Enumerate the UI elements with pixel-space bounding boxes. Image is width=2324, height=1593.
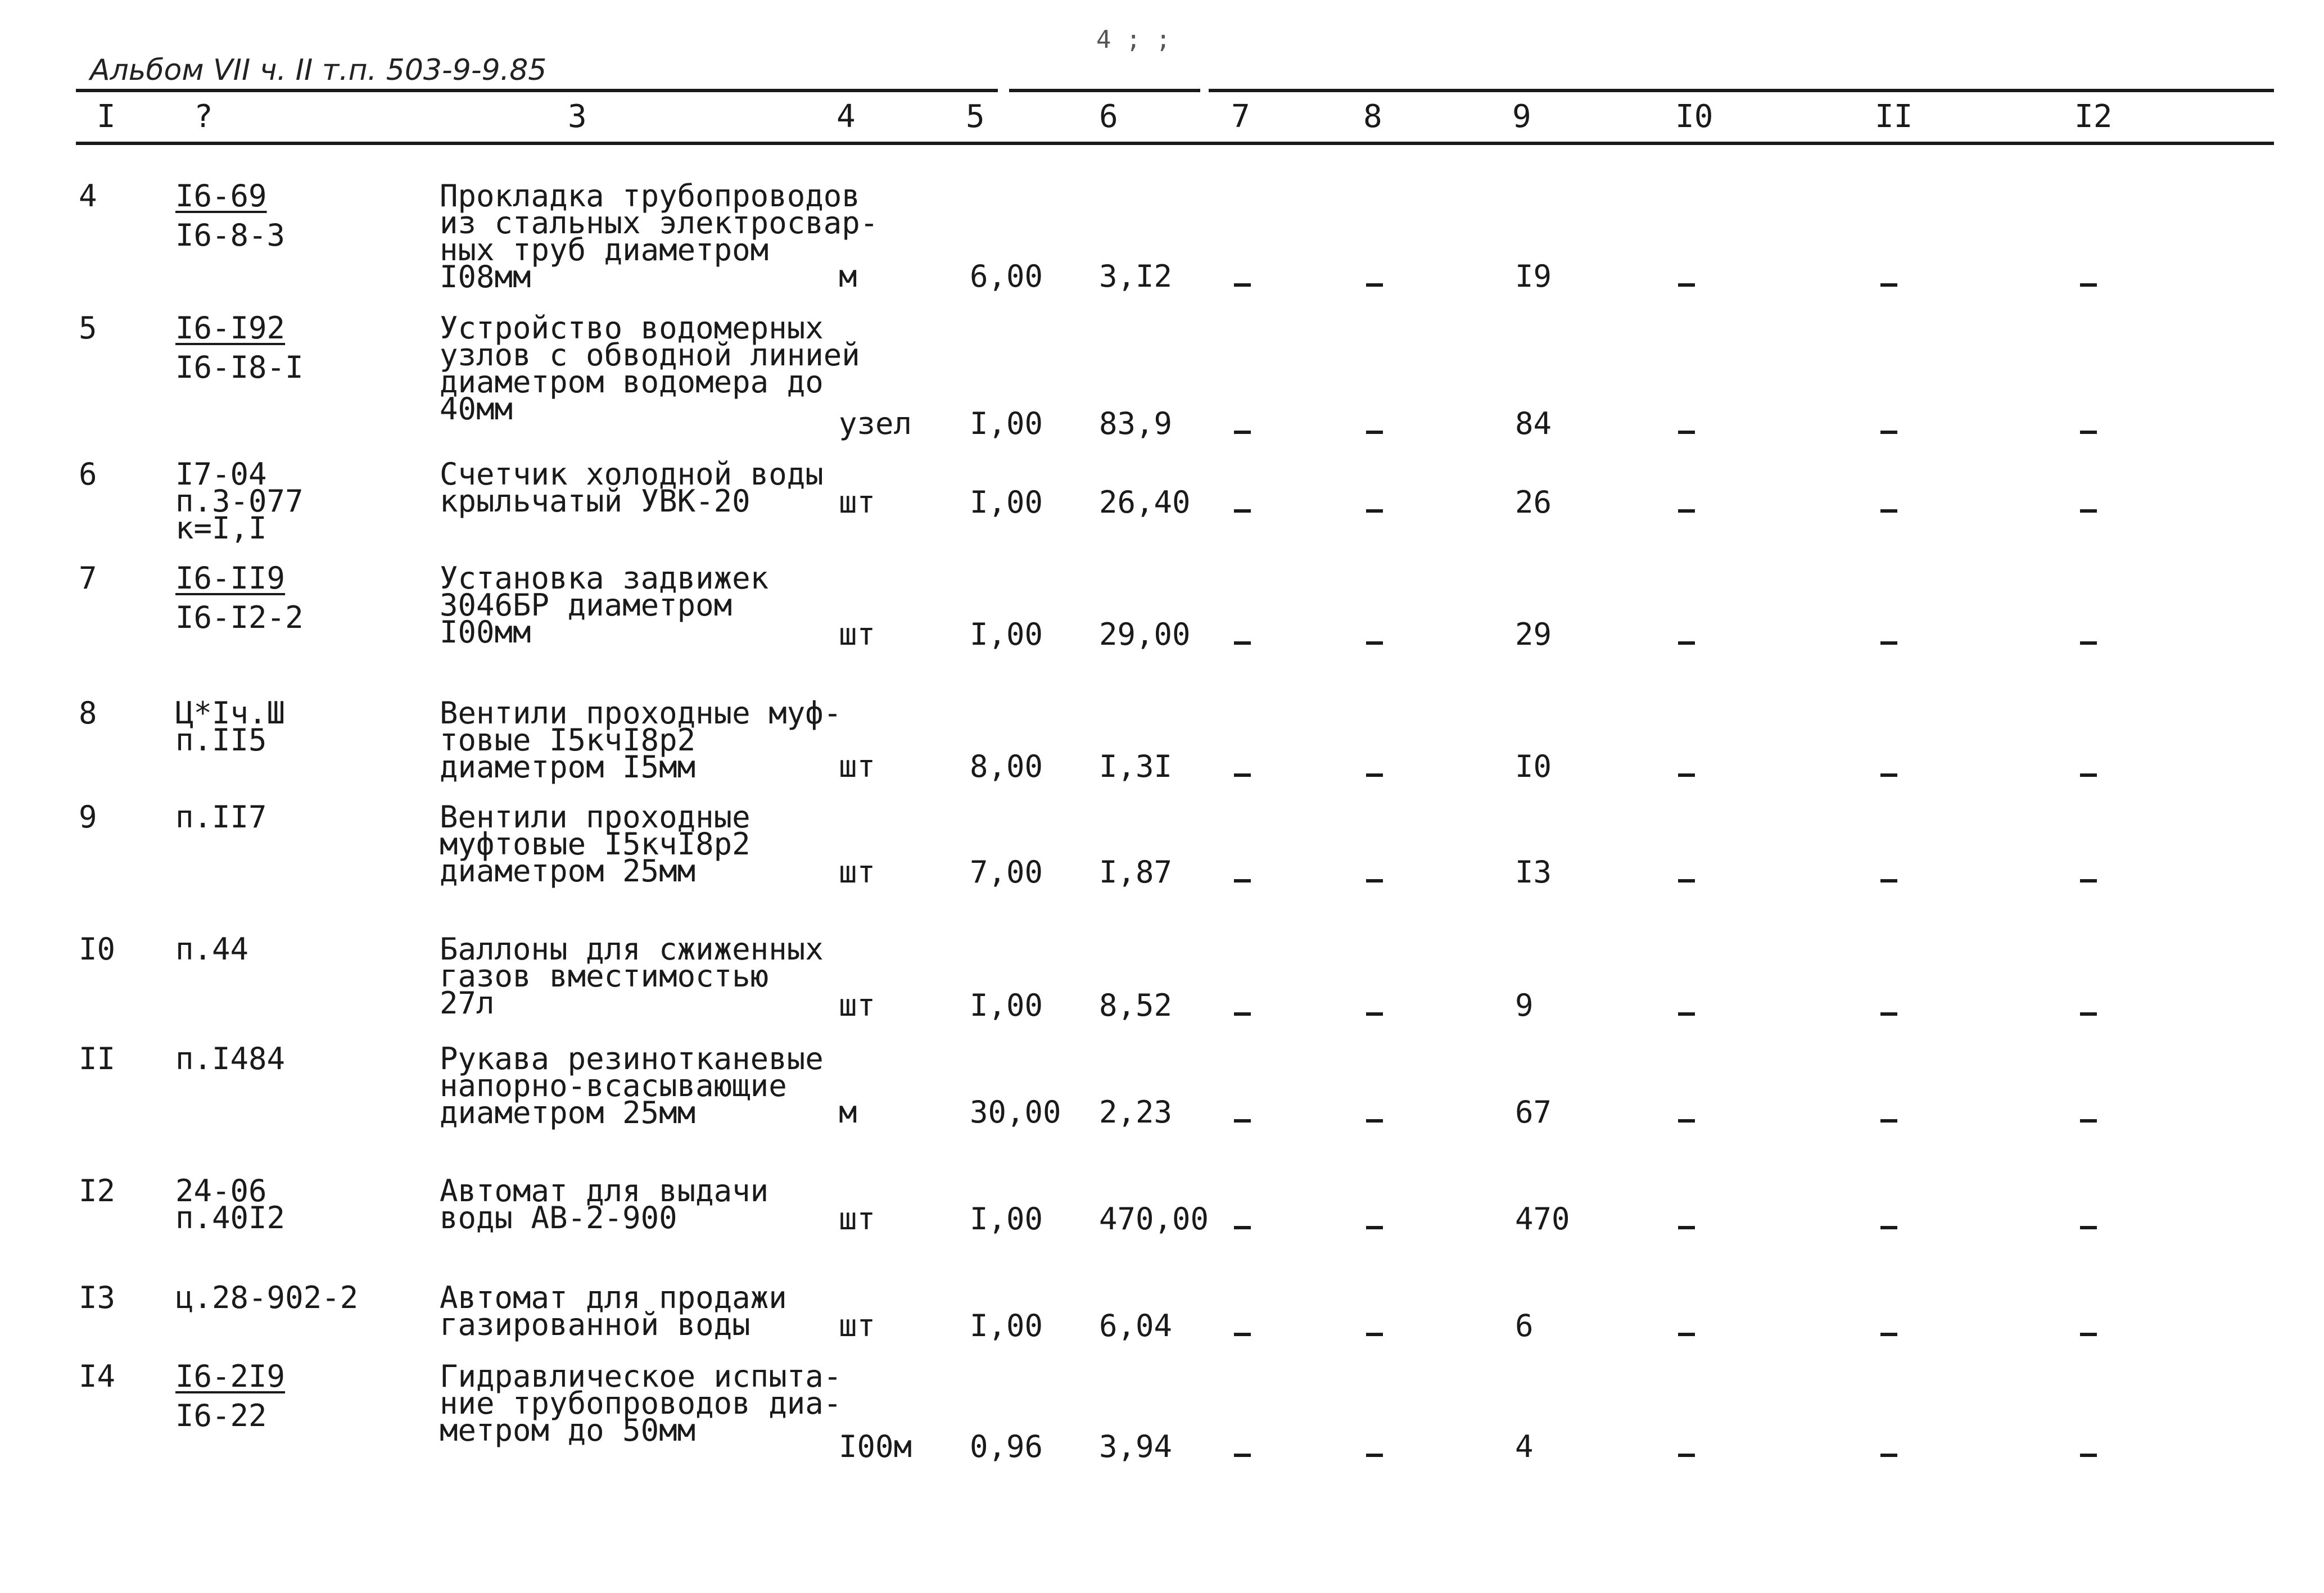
work-description	[440, 1173, 769, 1236]
quantity: 8,00	[970, 749, 1043, 784]
empty-dash	[1678, 859, 1695, 886]
column-header-10: I0	[1675, 98, 1713, 135]
work-description	[440, 799, 750, 889]
empty-dash	[1678, 410, 1695, 437]
dash-mark	[1366, 641, 1383, 645]
work-description	[440, 1359, 842, 1448]
description-line: диаметром 25мм	[440, 1095, 696, 1130]
description-line: Автомат для продажи	[440, 1280, 787, 1315]
norm-code	[175, 310, 308, 385]
dash-mark	[2080, 1012, 2097, 1016]
norm-code-line: I6-I92	[175, 310, 286, 346]
unit-of-measure: м	[839, 1094, 857, 1130]
column-header-9: 9	[1512, 98, 1531, 135]
quantity: I,00	[970, 1201, 1043, 1237]
total-cost: 6	[1515, 1308, 1534, 1343]
norm-code-line: п.40I2	[175, 1200, 286, 1236]
empty-dash	[1366, 1433, 1383, 1460]
empty-dash	[1234, 263, 1251, 290]
description-line: диаметром водомера до	[440, 364, 824, 400]
dash-mark	[1678, 1119, 1695, 1123]
empty-dash	[1366, 410, 1383, 437]
column-header-1: I	[97, 98, 116, 135]
dash-mark	[1366, 1226, 1383, 1229]
norm-code	[175, 799, 267, 835]
norm-code	[175, 1280, 359, 1315]
unit-of-measure: шт	[839, 617, 876, 652]
dash-mark	[1366, 283, 1383, 287]
work-description	[440, 1280, 787, 1342]
dash-mark	[2080, 1333, 2097, 1336]
empty-dash	[1678, 621, 1695, 648]
unit-price: 470,00	[1099, 1201, 1209, 1237]
row-index: I0	[79, 931, 116, 967]
norm-code	[175, 695, 286, 758]
empty-dash	[1678, 1099, 1695, 1126]
norm-code-line: п.44	[175, 931, 249, 967]
total-cost: 29	[1515, 617, 1552, 652]
description-line: из стальных электросвар-	[440, 205, 879, 241]
empty-dash	[2080, 489, 2097, 516]
dash-mark	[1366, 1012, 1383, 1016]
norm-code	[175, 1041, 286, 1076]
unit-price: 8,52	[1099, 988, 1173, 1023]
work-description	[440, 1041, 824, 1130]
dash-mark	[1880, 641, 1897, 645]
unit-price: 2,23	[1099, 1094, 1173, 1130]
description-line: Гидравлическое испыта-	[440, 1359, 842, 1394]
column-header-2: ?	[194, 98, 213, 135]
dash-mark	[1234, 879, 1251, 883]
empty-dash	[1366, 859, 1383, 886]
empty-dash	[1678, 1433, 1695, 1460]
unit-of-measure: I00м	[839, 1429, 912, 1464]
description-line: крыльчатый УВК-20	[440, 483, 750, 519]
dash-mark	[1678, 509, 1695, 513]
description-line: Вентили проходные	[440, 799, 750, 835]
empty-dash	[1366, 263, 1383, 290]
dash-mark	[2080, 1226, 2097, 1229]
description-line: I00мм	[440, 614, 531, 650]
dash-mark	[1678, 1226, 1695, 1229]
unit-price: I,87	[1099, 854, 1173, 890]
empty-dash	[2080, 753, 2097, 780]
norm-code-line: 24-06	[175, 1173, 267, 1209]
dash-mark	[1678, 283, 1695, 287]
dash-mark	[1678, 431, 1695, 434]
empty-dash	[1366, 1099, 1383, 1126]
norm-code-line: к=I,I	[175, 510, 267, 546]
description-line: метром до 50мм	[440, 1413, 696, 1448]
dash-mark	[2080, 641, 2097, 645]
row-index: 7	[79, 560, 97, 596]
empty-dash	[1678, 263, 1695, 290]
norm-code	[175, 456, 304, 546]
description-line: воды АВ-2-900	[440, 1200, 677, 1236]
dash-mark	[1234, 1012, 1251, 1016]
row-index: I2	[79, 1173, 116, 1209]
empty-dash	[1880, 1433, 1897, 1460]
dash-mark	[1880, 879, 1897, 883]
work-description	[440, 456, 824, 519]
empty-dash	[1880, 1206, 1897, 1233]
unit-price: I,3I	[1099, 749, 1173, 784]
dash-mark	[2080, 509, 2097, 513]
description-line: узлов с обводной линией	[440, 337, 860, 373]
unit-of-measure: м	[839, 259, 857, 294]
empty-dash	[1234, 1313, 1251, 1339]
unit-of-measure: шт	[839, 1308, 876, 1343]
empty-dash	[1880, 753, 1897, 780]
dash-mark	[1234, 431, 1251, 434]
quantity: 0,96	[970, 1429, 1043, 1464]
empty-dash	[1880, 621, 1897, 648]
dash-mark	[2080, 431, 2097, 434]
description-line: Устройство водомерных	[440, 310, 824, 346]
column-header-7: 7	[1231, 98, 1250, 135]
dash-mark	[1880, 1333, 1897, 1336]
description-line: Автомат для выдачи	[440, 1173, 769, 1209]
unit-of-measure: шт	[839, 749, 876, 784]
description-line: диаметром 25мм	[440, 853, 696, 889]
dash-mark	[1880, 1454, 1897, 1457]
empty-dash	[1880, 992, 1897, 1019]
unit-price: 6,04	[1099, 1308, 1173, 1343]
row-index: 4	[79, 178, 97, 214]
album-reference: Альбом VII ч. II т.п. 503-9-9.85	[90, 53, 547, 87]
empty-dash	[1234, 621, 1251, 648]
dash-mark	[2080, 1454, 2097, 1457]
description-line: диаметром I5мм	[440, 749, 696, 785]
work-description	[440, 178, 879, 295]
dash-mark	[1880, 1012, 1897, 1016]
description-line: Рукава резинотканевые	[440, 1041, 824, 1076]
row-index: 8	[79, 695, 97, 731]
total-cost: I9	[1515, 259, 1552, 294]
column-header-12: I2	[2074, 98, 2113, 135]
empty-dash	[1678, 489, 1695, 516]
norm-code-line: п.3-077	[175, 483, 304, 519]
quantity: 30,00	[970, 1094, 1061, 1130]
norm-code-line: I6-II9	[175, 560, 286, 596]
unit-price: 83,9	[1099, 406, 1173, 441]
work-description	[440, 310, 860, 427]
description-line: I08мм	[440, 259, 531, 295]
description-line: ных труб диаметром	[440, 232, 769, 268]
empty-dash	[1234, 489, 1251, 516]
description-line: ние трубопроводов диа-	[440, 1386, 842, 1421]
dash-mark	[2080, 879, 2097, 883]
empty-dash	[2080, 1206, 2097, 1233]
norm-code-line: I7-04	[175, 456, 267, 492]
column-header-8: 8	[1363, 98, 1382, 135]
unit-of-measure: шт	[839, 854, 876, 890]
norm-code-line: I6-69	[175, 178, 267, 214]
norm-code	[175, 1359, 308, 1433]
row-index: I4	[79, 1359, 116, 1394]
total-cost: 4	[1515, 1429, 1534, 1464]
description-line: 40мм	[440, 391, 513, 427]
empty-dash	[1234, 753, 1251, 780]
quantity: 6,00	[970, 259, 1043, 294]
total-cost: 9	[1515, 988, 1534, 1023]
empty-dash	[1366, 621, 1383, 648]
empty-dash	[2080, 263, 2097, 290]
description-line: Установка задвижек	[440, 560, 769, 596]
total-cost: I3	[1515, 854, 1552, 890]
description-line: газов вместимостью	[440, 958, 769, 994]
dash-mark	[1678, 1454, 1695, 1457]
row-index: 5	[79, 310, 97, 346]
unit-of-measure: узел	[839, 406, 912, 441]
unit-of-measure: шт	[839, 988, 876, 1023]
header-rule-top-mid	[1009, 89, 1200, 92]
empty-dash	[1234, 992, 1251, 1019]
norm-code-line: ц.28-902-2	[175, 1280, 359, 1315]
norm-code-line: I6-2I9	[175, 1359, 286, 1394]
unit-price: 26,40	[1099, 485, 1191, 520]
norm-code-line: п.II7	[175, 799, 267, 835]
work-description	[440, 695, 842, 785]
norm-code	[175, 178, 290, 253]
dash-mark	[1366, 879, 1383, 883]
empty-dash	[1880, 1313, 1897, 1339]
dash-mark	[1366, 1333, 1383, 1336]
quantity: I,00	[970, 1308, 1043, 1343]
page-number: 4 ; ;	[1096, 25, 1171, 54]
dash-mark	[1880, 509, 1897, 513]
empty-dash	[2080, 859, 2097, 886]
dash-mark	[1234, 509, 1251, 513]
norm-code-line: Ц*Iч.Ш	[175, 695, 286, 731]
dash-mark	[1234, 641, 1251, 645]
dash-mark	[1678, 1333, 1695, 1336]
description-line: Счетчик холодной воды	[440, 456, 824, 492]
description-line: Прокладка трубопроводов	[440, 178, 860, 214]
dash-mark	[2080, 773, 2097, 777]
description-line: напорно-всасывающие	[440, 1068, 787, 1103]
quantity: 7,00	[970, 854, 1043, 890]
empty-dash	[2080, 410, 2097, 437]
empty-dash	[1880, 859, 1897, 886]
dash-mark	[1234, 773, 1251, 777]
header-rule-top-left	[76, 89, 998, 92]
dash-mark	[1366, 1119, 1383, 1123]
empty-dash	[1234, 859, 1251, 886]
row-index: II	[79, 1041, 116, 1076]
norm-code-line: п.II5	[175, 722, 267, 758]
description-line: муфтовые I5кчI8р2	[440, 826, 750, 862]
norm-code-line: I6-22	[175, 1398, 267, 1433]
dash-mark	[1880, 431, 1897, 434]
empty-dash	[2080, 992, 2097, 1019]
empty-dash	[1366, 1313, 1383, 1339]
description-line: газированной воды	[440, 1307, 750, 1342]
empty-dash	[1234, 1099, 1251, 1126]
dash-mark	[1366, 431, 1383, 434]
dash-mark	[1234, 1454, 1251, 1457]
description-line: 3046БР диаметром	[440, 587, 733, 623]
column-header-6: 6	[1099, 98, 1118, 135]
empty-dash	[2080, 1433, 2097, 1460]
quantity: I,00	[970, 406, 1043, 441]
description-line: товые I5кчI8р2	[440, 722, 696, 758]
total-cost: 84	[1515, 406, 1552, 441]
norm-code	[175, 931, 249, 967]
unit-of-measure: шт	[839, 1201, 876, 1237]
dash-mark	[1366, 1454, 1383, 1457]
total-cost: 26	[1515, 485, 1552, 520]
total-cost: 470	[1515, 1201, 1570, 1237]
row-index: 6	[79, 456, 97, 492]
unit-price: 3,94	[1099, 1429, 1173, 1464]
empty-dash	[1678, 1206, 1695, 1233]
empty-dash	[1880, 263, 1897, 290]
dash-mark	[1366, 773, 1383, 777]
description-line: Баллоны для сжиженных	[440, 931, 824, 967]
unit-price: 3,I2	[1099, 259, 1173, 294]
norm-code-line: I6-I2-2	[175, 600, 304, 635]
dash-mark	[1678, 879, 1695, 883]
total-cost: 67	[1515, 1094, 1552, 1130]
dash-mark	[1880, 283, 1897, 287]
norm-code-line: I6-8-3	[175, 218, 286, 253]
empty-dash	[2080, 621, 2097, 648]
description-line: 27л	[440, 985, 495, 1021]
norm-code-line: п.I484	[175, 1041, 286, 1076]
description-line: Вентили проходные муф-	[440, 695, 842, 731]
row-index: I3	[79, 1280, 116, 1315]
dash-mark	[1234, 1333, 1251, 1336]
header-rule-bottom	[76, 142, 2274, 145]
norm-code	[175, 1173, 286, 1236]
quantity: I,00	[970, 988, 1043, 1023]
empty-dash	[2080, 1313, 2097, 1339]
work-description	[440, 560, 769, 650]
dash-mark	[2080, 1119, 2097, 1123]
empty-dash	[1678, 1313, 1695, 1339]
quantity: I,00	[970, 617, 1043, 652]
empty-dash	[1880, 1099, 1897, 1126]
column-header-5: 5	[966, 98, 985, 135]
dash-mark	[1366, 509, 1383, 513]
dash-mark	[1880, 773, 1897, 777]
dash-mark	[1880, 1119, 1897, 1123]
dash-mark	[1234, 283, 1251, 287]
dash-mark	[1234, 1119, 1251, 1123]
unit-of-measure: шт	[839, 485, 876, 520]
empty-dash	[1678, 753, 1695, 780]
empty-dash	[1880, 489, 1897, 516]
header-rule-top-right	[1209, 89, 2274, 92]
column-header-4: 4	[837, 98, 856, 135]
norm-code-line: I6-I8-I	[175, 350, 304, 385]
dash-mark	[2080, 283, 2097, 287]
empty-dash	[1234, 410, 1251, 437]
empty-dash	[1234, 1433, 1251, 1460]
row-index: 9	[79, 799, 97, 835]
total-cost: I0	[1515, 749, 1552, 784]
norm-code	[175, 560, 308, 635]
unit-price: 29,00	[1099, 617, 1191, 652]
dash-mark	[1678, 1012, 1695, 1016]
dash-mark	[1678, 641, 1695, 645]
empty-dash	[1678, 992, 1695, 1019]
column-header-3: 3	[568, 98, 587, 135]
empty-dash	[1366, 489, 1383, 516]
dash-mark	[1234, 1226, 1251, 1229]
quantity: I,00	[970, 485, 1043, 520]
empty-dash	[1366, 1206, 1383, 1233]
empty-dash	[1366, 992, 1383, 1019]
empty-dash	[2080, 1099, 2097, 1126]
column-header-11: II	[1875, 98, 1913, 135]
work-description	[440, 931, 824, 1021]
dash-mark	[1880, 1226, 1897, 1229]
empty-dash	[1366, 753, 1383, 780]
empty-dash	[1234, 1206, 1251, 1233]
dash-mark	[1678, 773, 1695, 777]
empty-dash	[1880, 410, 1897, 437]
